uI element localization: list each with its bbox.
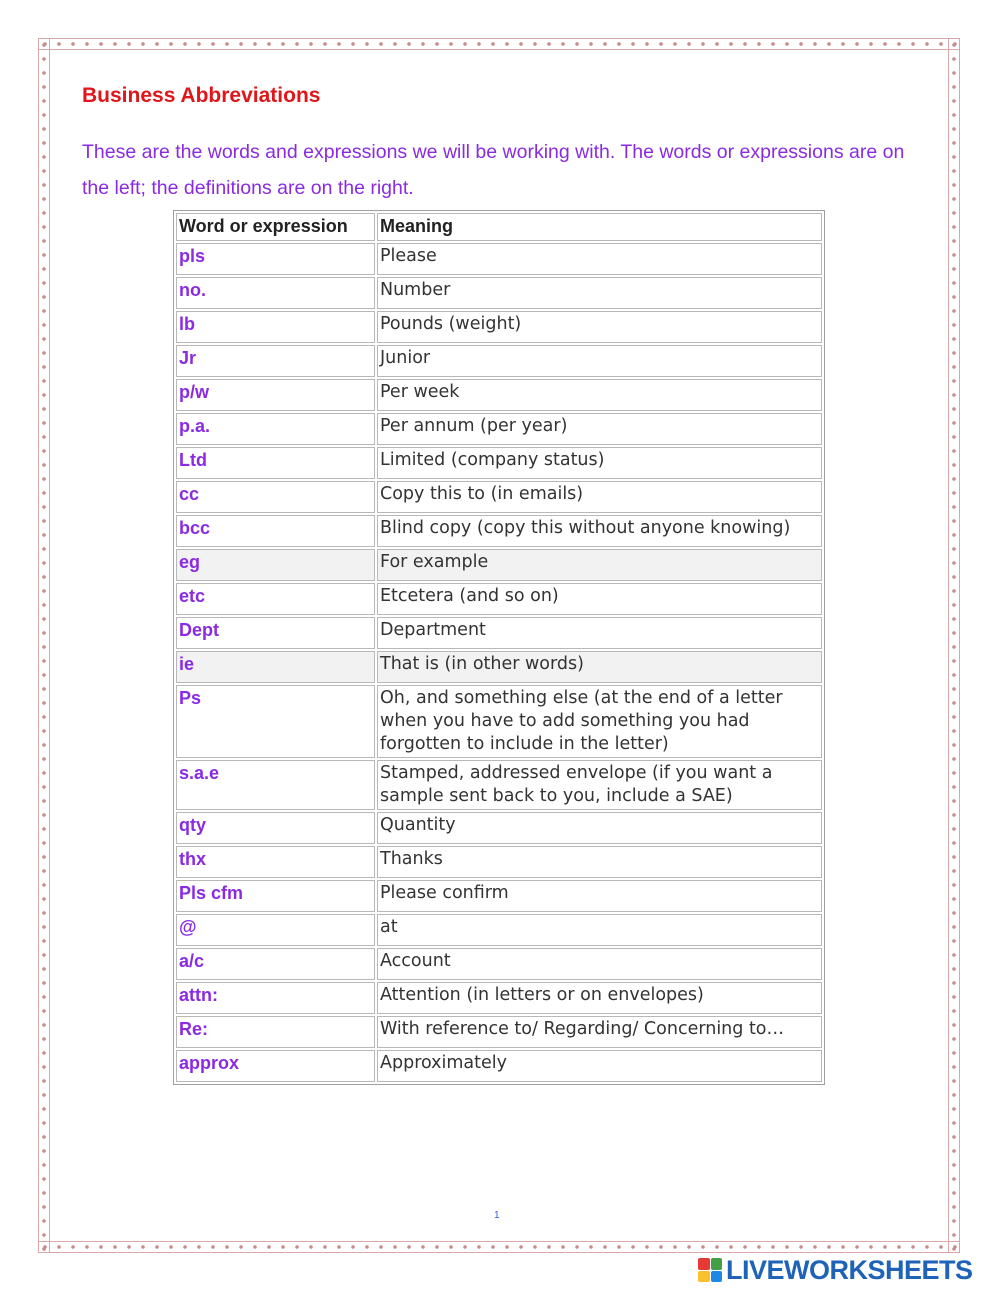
abbreviations-table xyxy=(173,210,825,1085)
meaning-cell: That is (in other words) xyxy=(377,651,822,683)
logo-tile xyxy=(711,1258,723,1270)
meaning-cell: Limited (company status) xyxy=(377,447,822,479)
table-row xyxy=(176,1016,822,1048)
logo-tile xyxy=(711,1271,723,1283)
term-cell: eg xyxy=(176,549,375,581)
table-row xyxy=(176,651,822,683)
term-cell: lb xyxy=(176,311,375,343)
term-cell: Jr xyxy=(176,345,375,377)
term-cell: cc xyxy=(176,481,375,513)
table-row xyxy=(176,277,822,309)
term-cell: @ xyxy=(176,914,375,946)
table-row xyxy=(176,447,822,479)
term-cell: s.a.e xyxy=(176,760,375,810)
page-title: Business Abbreviations xyxy=(82,84,321,107)
logo-tile xyxy=(698,1258,710,1270)
term-cell: pls xyxy=(176,243,375,275)
table-row xyxy=(176,880,822,912)
border-right xyxy=(948,38,960,1253)
meaning-cell: Pounds (weight) xyxy=(377,311,822,343)
table-row xyxy=(176,311,822,343)
table-row xyxy=(176,914,822,946)
liveworksheets-logo xyxy=(698,1255,994,1285)
table-body xyxy=(176,243,822,1082)
term-cell: qty xyxy=(176,812,375,844)
meaning-cell: Approximately xyxy=(377,1050,822,1082)
term-cell: Ps xyxy=(176,685,375,758)
liveworksheets-icon xyxy=(698,1258,722,1282)
table-row xyxy=(176,243,822,275)
table-row xyxy=(176,413,822,445)
table-row xyxy=(176,982,822,1014)
table-row xyxy=(176,846,822,878)
meaning-cell: Thanks xyxy=(377,846,822,878)
term-cell: thx xyxy=(176,846,375,878)
table-header-row xyxy=(176,213,822,241)
term-cell: a/c xyxy=(176,948,375,980)
term-cell: approx xyxy=(176,1050,375,1082)
meaning-cell: Attention (in letters or on envelopes) xyxy=(377,982,822,1014)
meaning-cell: Quantity xyxy=(377,812,822,844)
table-row xyxy=(176,685,822,758)
term-cell: bcc xyxy=(176,515,375,547)
intro-paragraph: These are the words and expressions we will be working with. The words or expressions are on the left; the definitions are on the right. xyxy=(82,141,905,199)
table-row xyxy=(176,515,822,547)
border-left xyxy=(38,38,50,1253)
term-cell: attn: xyxy=(176,982,375,1014)
term-cell: Ltd xyxy=(176,447,375,479)
term-cell: p/w xyxy=(176,379,375,411)
table-row xyxy=(176,948,822,980)
term-cell: p.a. xyxy=(176,413,375,445)
table-row xyxy=(176,549,822,581)
logo-tile xyxy=(698,1271,710,1283)
meaning-cell: Account xyxy=(377,948,822,980)
meaning-cell: Junior xyxy=(377,345,822,377)
border-bottom xyxy=(38,1241,960,1253)
table-row xyxy=(176,1050,822,1082)
meaning-cell: Blind copy (copy this without anyone knowing) xyxy=(377,515,822,547)
page-number: 1 xyxy=(494,1210,500,1221)
meaning-cell: Department xyxy=(377,617,822,649)
meaning-cell: Copy this to (in emails) xyxy=(377,481,822,513)
term-cell: ie xyxy=(176,651,375,683)
table-row xyxy=(176,812,822,844)
table-row xyxy=(176,583,822,615)
table-row xyxy=(176,379,822,411)
term-cell: Dept xyxy=(176,617,375,649)
header-term: Word or expression xyxy=(176,213,375,241)
table-row xyxy=(176,481,822,513)
term-cell: Re: xyxy=(176,1016,375,1048)
meaning-cell: With reference to/ Regarding/ Concerning to… xyxy=(377,1016,822,1048)
table-row xyxy=(176,345,822,377)
meaning-cell: Stamped, addressed envelope (if you want a sample sent back to you, include a SAE) xyxy=(377,760,822,810)
border-top xyxy=(38,38,960,50)
meaning-cell: Etcetera (and so on) xyxy=(377,583,822,615)
meaning-cell: For example xyxy=(377,549,822,581)
brand-name: LIVEWORKSHEETS xyxy=(726,1254,973,1285)
meaning-cell: Oh, and something else (at the end of a letter when you have to add something you had forgotten to include in the letter) xyxy=(377,685,822,758)
meaning-cell: at xyxy=(377,914,822,946)
term-cell: etc xyxy=(176,583,375,615)
header-meaning: Meaning xyxy=(377,213,822,241)
table-row xyxy=(176,760,822,810)
meaning-cell: Number xyxy=(377,277,822,309)
meaning-cell: Please xyxy=(377,243,822,275)
term-cell: no. xyxy=(176,277,375,309)
meaning-cell: Please confirm xyxy=(377,880,822,912)
meaning-cell: Per annum (per year) xyxy=(377,413,822,445)
meaning-cell: Per week xyxy=(377,379,822,411)
term-cell: Pls cfm xyxy=(176,880,375,912)
table-row xyxy=(176,617,822,649)
